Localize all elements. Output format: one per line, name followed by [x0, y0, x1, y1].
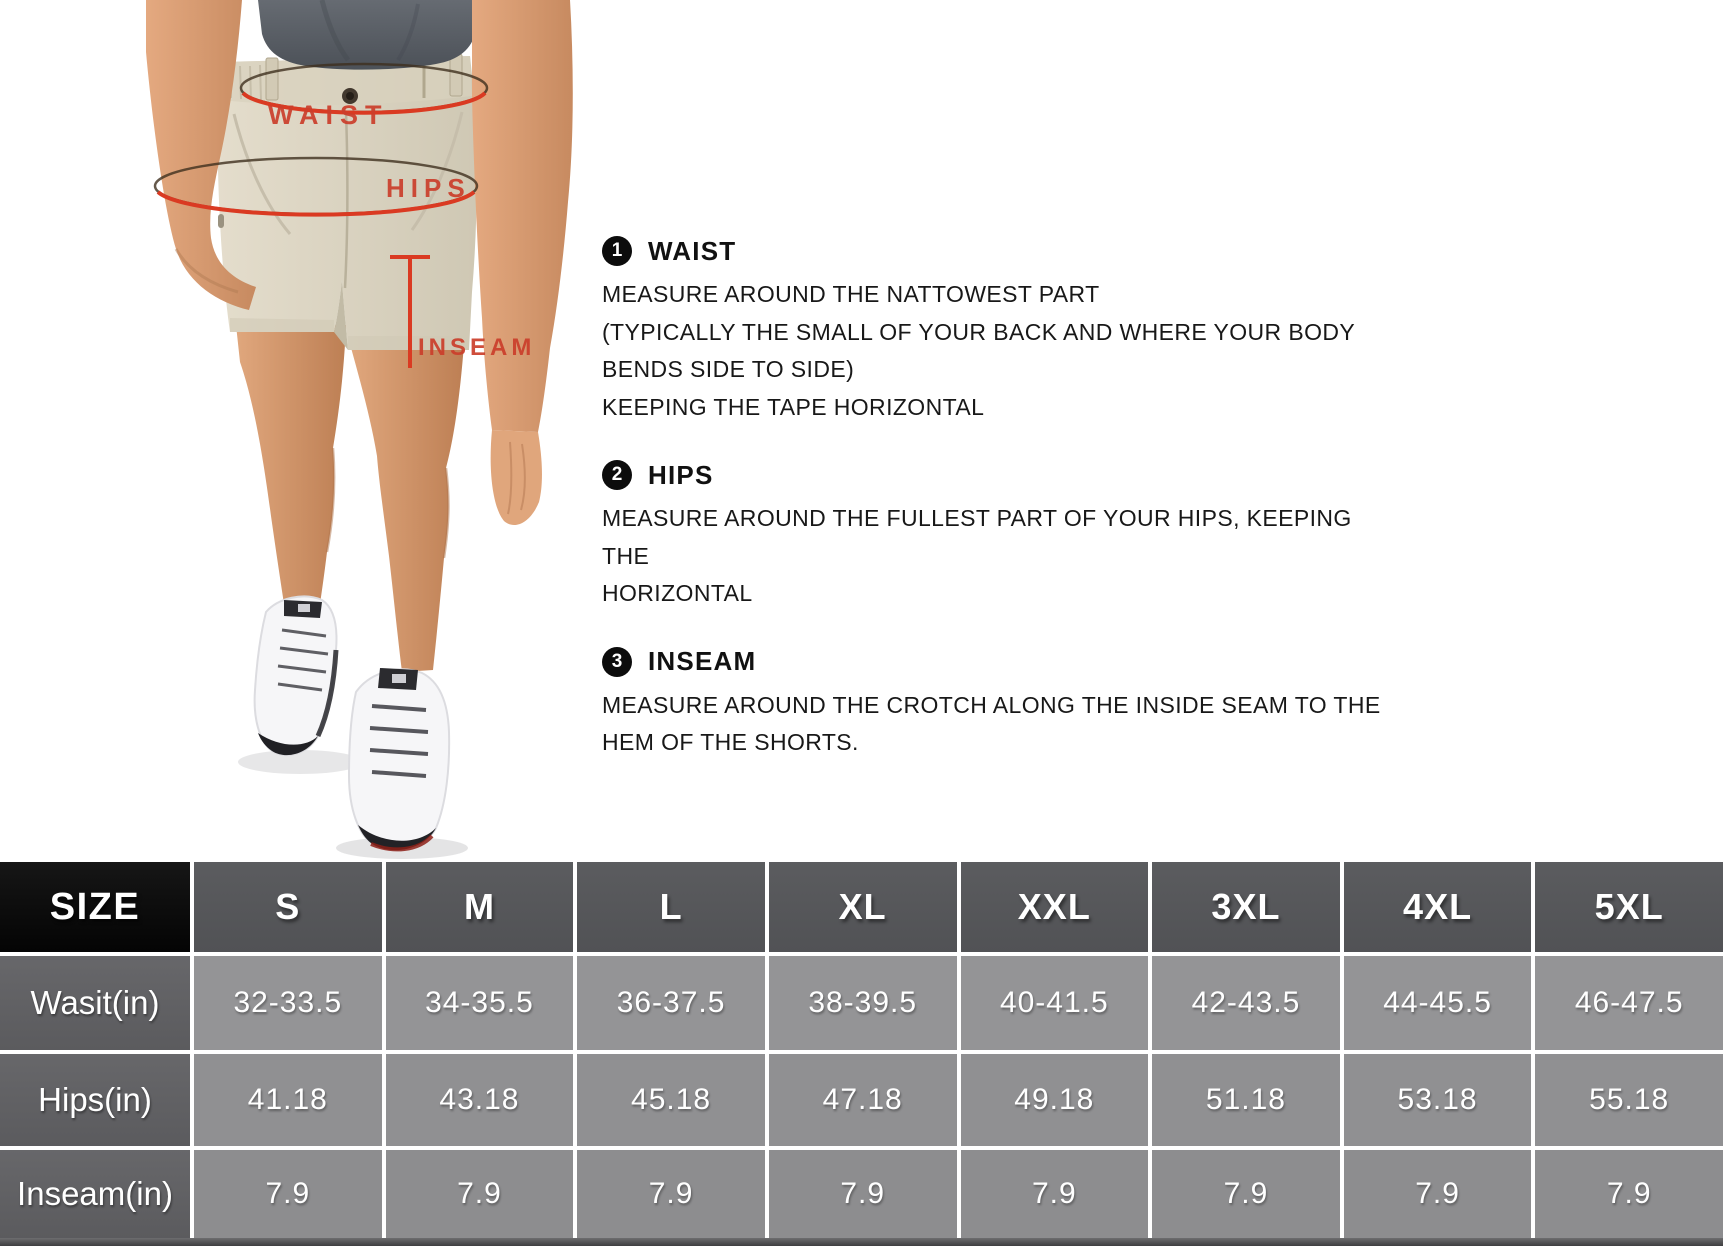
hips-value: 49.18 — [961, 1054, 1149, 1146]
size-col-header-xl: XL — [769, 862, 957, 952]
left-shoe-shadow — [238, 750, 362, 774]
row-label-hips: Hips(in) — [0, 1054, 190, 1146]
row-label-inseam: Inseam(in) — [0, 1150, 190, 1238]
waist-value: 34-35.5 — [386, 956, 574, 1050]
waist-value: 36-37.5 — [577, 956, 765, 1050]
size-table — [0, 862, 1723, 1238]
hips-value: 47.18 — [769, 1054, 957, 1146]
hips-label: HIPS — [386, 173, 471, 203]
inseam-value: 7.9 — [1344, 1150, 1532, 1238]
right-shoe — [349, 668, 449, 850]
size-col-header-5xl: 5XL — [1535, 862, 1723, 952]
size-col-header-l: L — [577, 862, 765, 952]
inseam-value: 7.9 — [769, 1150, 957, 1238]
size-col-header-3xl: 3XL — [1152, 862, 1340, 952]
waist-label: WAIST — [268, 100, 389, 130]
instruction-line: BENDS SIDE TO SIDE) — [602, 356, 855, 382]
instruction-section-inseam — [602, 641, 1392, 762]
inseam-value: 7.9 — [1152, 1150, 1340, 1238]
row-label-waist: Wasit(in) — [0, 956, 190, 1050]
instruction-section-waist — [602, 230, 1392, 426]
product-photo — [118, 0, 623, 860]
instruction-line: (TYPICALLY THE SMALL OF YOUR BACK AND WHERE YOUR BODY — [602, 318, 1356, 345]
inseam-value: 7.9 — [577, 1150, 765, 1238]
hips-value: 53.18 — [1344, 1054, 1532, 1146]
instruction-line: HORIZONTAL — [602, 580, 753, 606]
instruction-title-row — [602, 641, 1392, 683]
left-leg — [236, 325, 346, 629]
waist-value: 46-47.5 — [1535, 956, 1723, 1050]
step-number-badge: 1 — [602, 236, 632, 266]
instruction-line: MEASURE AROUND THE FULLEST PART OF YOUR HIPS, KEEPING THE — [602, 505, 1352, 569]
waist-value: 44-45.5 — [1344, 956, 1532, 1050]
size-col-header-m: M — [386, 862, 574, 952]
step-number-badge: 2 — [602, 460, 632, 490]
instruction-line: HEM OF THE SHORTS. — [602, 729, 859, 755]
instruction-section-hips — [602, 454, 1392, 613]
size-col-header-s: S — [194, 862, 382, 952]
inseam-label: INSEAM — [418, 334, 536, 361]
waist-value: 40-41.5 — [961, 956, 1149, 1050]
instruction-line: MEASURE AROUND THE CROTCH ALONG THE INSIDE SEAM TO THE — [602, 691, 1381, 718]
instruction-line: KEEPING THE TAPE HORIZONTAL — [602, 393, 985, 420]
hips-value: 43.18 — [386, 1054, 574, 1146]
step-number-badge: 3 — [602, 647, 632, 677]
measuring-instructions — [602, 230, 1392, 790]
waist-value: 32-33.5 — [194, 956, 382, 1050]
hips-value: 55.18 — [1535, 1054, 1723, 1146]
right-arm — [472, 0, 573, 525]
instruction-title: HIPS — [648, 459, 714, 490]
hips-value: 41.18 — [194, 1054, 382, 1146]
instruction-title: WAIST — [648, 235, 737, 266]
table-bottom-shadow — [0, 1238, 1723, 1246]
waist-value: 42-43.5 — [1152, 956, 1340, 1050]
size-col-header-4xl: 4XL — [1344, 862, 1532, 952]
instruction-line: MEASURE AROUND THE NATTOWEST PART — [602, 281, 1100, 307]
instruction-title-row — [602, 230, 1392, 272]
waist-value: 38-39.5 — [769, 956, 957, 1050]
hips-value: 45.18 — [577, 1054, 765, 1146]
size-table-corner-header: SIZE — [0, 862, 190, 952]
inseam-value: 7.9 — [194, 1150, 382, 1238]
inseam-value: 7.9 — [1535, 1150, 1723, 1238]
hips-value: 51.18 — [1152, 1054, 1340, 1146]
size-col-header-xxl: XXL — [961, 862, 1149, 952]
inseam-value: 7.9 — [961, 1150, 1149, 1238]
left-shoe — [255, 596, 337, 755]
shirt — [258, 0, 480, 70]
right-leg — [350, 344, 464, 672]
instruction-title-row — [602, 454, 1392, 496]
inseam-value: 7.9 — [386, 1150, 574, 1238]
instruction-title: INSEAM — [648, 646, 757, 676]
